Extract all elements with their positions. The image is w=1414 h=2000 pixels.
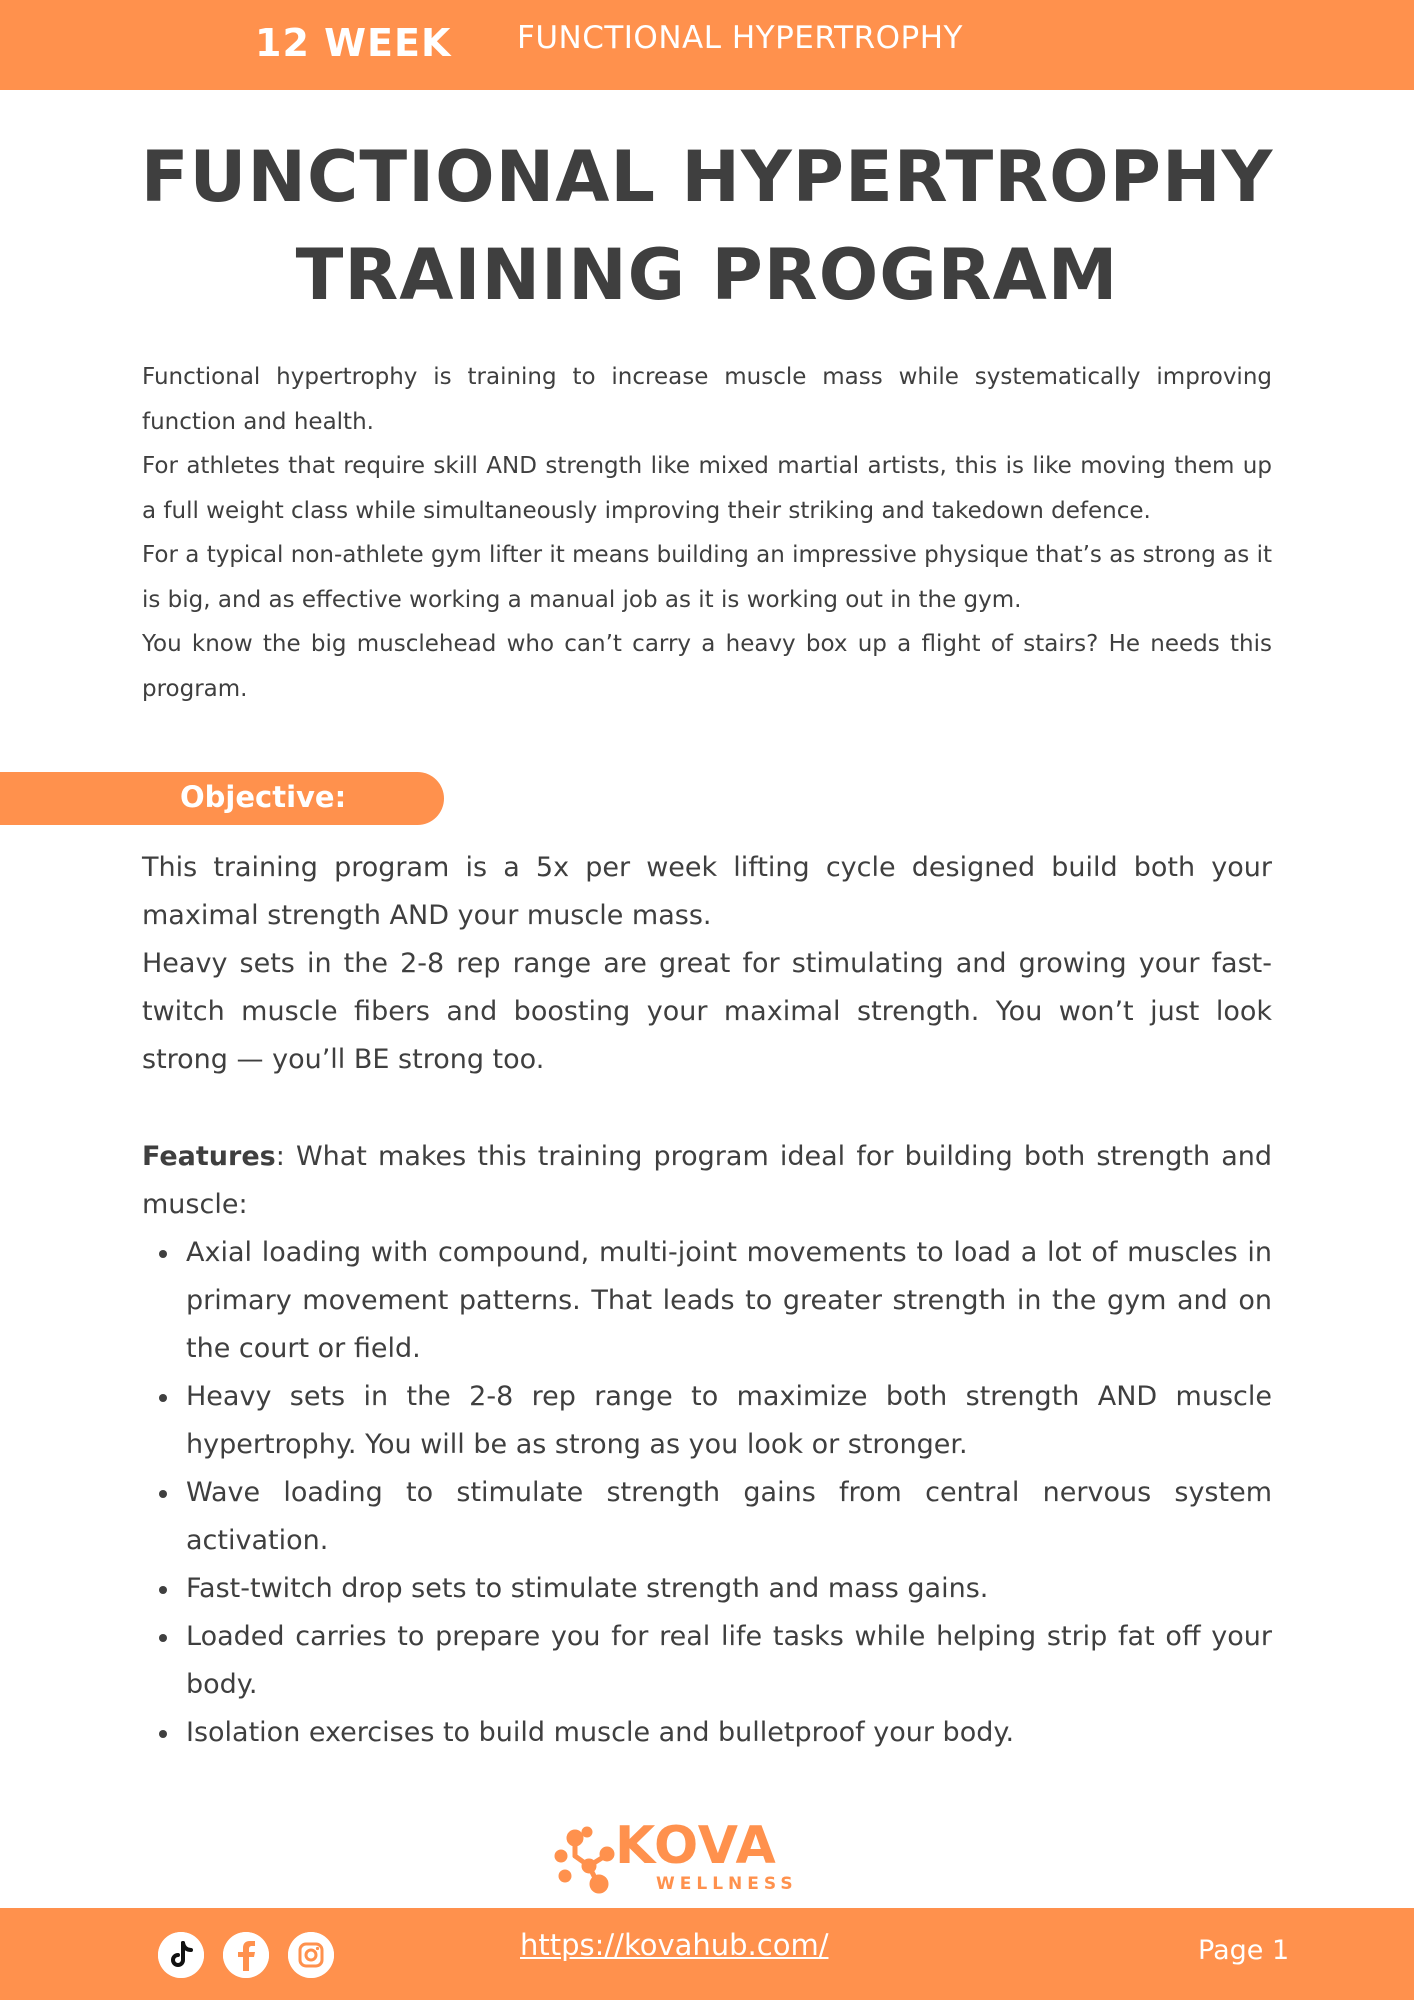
objective-paragraph: This training program is a 5x per week lifting cycle designed build both your maximal strength AND your muscle mass. (142, 852, 1272, 931)
intro-paragraph: For a typical non-athlete gym lifter it means building an impressive physique that’s as strong as it is big, and as effective working a manual job as it is working out in the gym. (142, 542, 1272, 613)
feature-item: Isolation exercises to build muscle and bulletproof your body. (186, 1709, 1272, 1757)
feature-item: Heavy sets in the 2-8 rep range to maximize both strength AND muscle hypertrophy. You will be as strong as you look or stronger. (186, 1373, 1272, 1469)
page-title-line2: TRAINING PROGRAM (295, 234, 1119, 316)
features-list (142, 1229, 1272, 1757)
bullet-icon (159, 1394, 167, 1402)
intro-paragraph: For athletes that require skill AND strength like mixed martial artists, this is like moving them up a full weight class while simultaneously improving their striking and takedown defence. (142, 453, 1272, 524)
objective-heading-pill (0, 772, 444, 825)
page-title (0, 128, 1414, 324)
bullet-icon (159, 1634, 167, 1642)
bullet-icon (159, 1586, 167, 1594)
molecule-icon (553, 1826, 617, 1896)
feature-item: Wave loading to stimulate strength gains from central nervous system activation. (186, 1469, 1272, 1565)
brand-tagline: WELLNESS (656, 1874, 798, 1894)
tiktok-icon[interactable] (158, 1932, 204, 1978)
features-section (142, 1133, 1272, 1757)
header-week-label: 12 WEEK (255, 21, 452, 65)
bullet-icon (159, 1250, 167, 1258)
bullet-icon (159, 1730, 167, 1738)
kova-logo (553, 1816, 798, 1898)
footer-bar (0, 1908, 1414, 2000)
page-number: Page 1 (1198, 1935, 1290, 1966)
objective-paragraph: Heavy sets in the 2-8 rep range are great for stimulating and growing your fast-twitch muscle fibers and boosting your maximal strength. You won’t just look strong — you’ll BE strong too. (142, 948, 1272, 1075)
instagram-icon[interactable] (288, 1932, 334, 1978)
intro-paragraph: Functional hypertrophy is training to increase muscle mass while systematically improving function and health. (142, 364, 1272, 435)
intro-section (142, 355, 1272, 711)
objective-section (142, 844, 1272, 1084)
feature-item: Fast-twitch drop sets to stimulate strength and mass gains. (186, 1565, 1272, 1613)
intro-paragraph: You know the big musclehead who can’t carry a heavy box up a flight of stairs? He needs this program. (142, 631, 1272, 702)
facebook-icon[interactable] (223, 1932, 269, 1978)
feature-item: Axial loading with compound, multi-joint movements to load a lot of muscles in primary movement patterns. That leads to greater strength in the gym and on the court or field. (186, 1229, 1272, 1373)
website-link[interactable]: https://kovahub.com/ (520, 1928, 829, 1962)
header-program-label: FUNCTIONAL HYPERTROPHY (517, 20, 963, 56)
brand-name: KOVA (615, 1816, 777, 1876)
header-bar (0, 0, 1414, 90)
features-intro (142, 1133, 1272, 1229)
features-label: Features (142, 1141, 276, 1172)
features-intro-text: : What makes this training program ideal for building both strength and muscle: (142, 1141, 1272, 1220)
page-title-line1: FUNCTIONAL HYPERTROPHY (140, 136, 1274, 218)
bullet-icon (159, 1490, 167, 1498)
objective-heading: Objective: (180, 780, 347, 814)
feature-item: Loaded carries to prepare you for real life tasks while helping strip fat off your body. (186, 1613, 1272, 1709)
